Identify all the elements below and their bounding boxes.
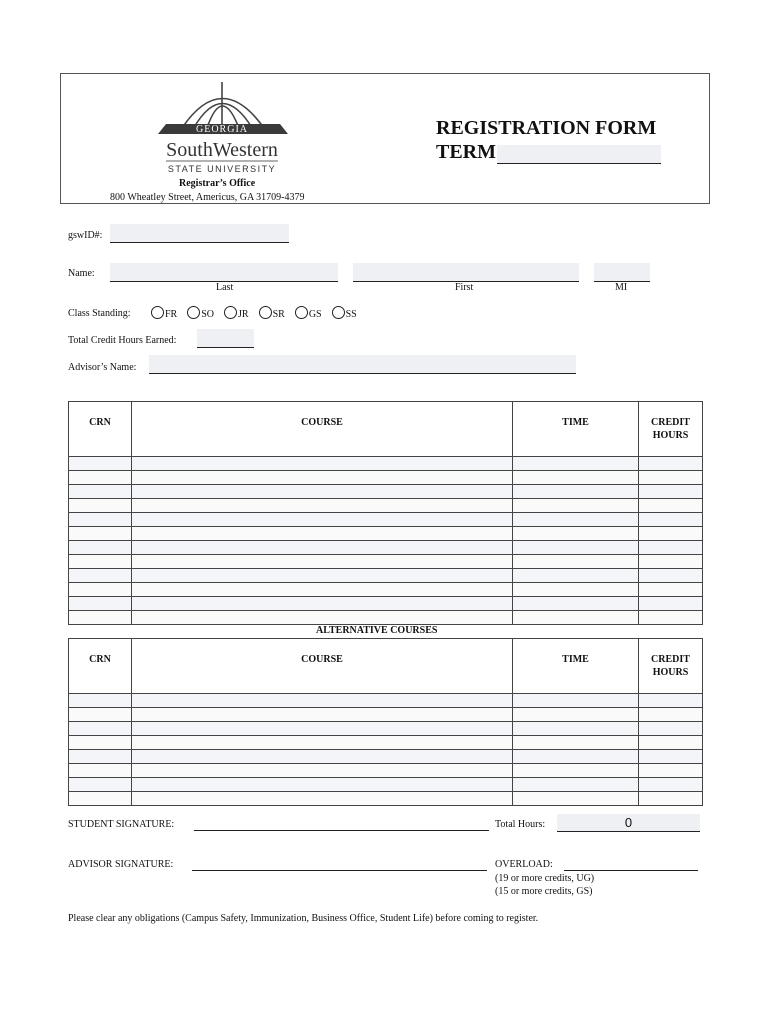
- course-crn-cell[interactable]: [69, 485, 132, 499]
- course-credit-hours-cell[interactable]: [639, 541, 703, 555]
- course-credit-hours-cell[interactable]: [639, 499, 703, 513]
- course-crn-cell[interactable]: [69, 597, 132, 611]
- credit-hours-earned-label: Total Credit Hours Earned:: [68, 335, 177, 346]
- course-course-cell[interactable]: [132, 471, 513, 485]
- alt-course-course-cell[interactable]: [132, 736, 513, 750]
- radio-gs[interactable]: [295, 306, 308, 319]
- alt-course-crn-cell[interactable]: [69, 708, 132, 722]
- course-course-cell[interactable]: [132, 555, 513, 569]
- course-credit-hours-cell[interactable]: [639, 513, 703, 527]
- advisor-signature-field[interactable]: [192, 857, 487, 871]
- course-header: COURSE: [132, 402, 513, 457]
- radio-so[interactable]: [187, 306, 200, 319]
- course-row: [69, 513, 703, 527]
- alt-course-credit-hours-cell[interactable]: [639, 722, 703, 736]
- alt-course-course-cell[interactable]: [132, 778, 513, 792]
- radio-jr[interactable]: [224, 306, 237, 319]
- standing-fr[interactable]: FR: [151, 309, 177, 320]
- course-time-cell[interactable]: [513, 569, 639, 583]
- alt-course-crn-cell[interactable]: [69, 750, 132, 764]
- radio-ss[interactable]: [332, 306, 345, 319]
- alt-course-time-cell[interactable]: [513, 694, 639, 708]
- overload-ug-note: (19 or more credits, UG): [495, 873, 595, 884]
- alt-credit-hours-header: CREDIT HOURS: [639, 639, 703, 694]
- gswid-field[interactable]: [110, 224, 289, 243]
- alt-course-crn-cell[interactable]: [69, 778, 132, 792]
- standing-so[interactable]: SO: [187, 309, 214, 320]
- crn-header: CRN: [69, 402, 132, 457]
- courses-header-row: [69, 402, 703, 457]
- alt-course-crn-cell[interactable]: [69, 722, 132, 736]
- name-label: Name:: [68, 268, 95, 279]
- courses-table: [68, 401, 703, 625]
- radio-sr[interactable]: [259, 306, 272, 319]
- course-time-cell[interactable]: [513, 583, 639, 597]
- alt-course-row: [69, 792, 703, 806]
- standing-sr[interactable]: SR: [259, 309, 285, 320]
- alt-course-credit-hours-cell[interactable]: [639, 708, 703, 722]
- course-crn-cell[interactable]: [69, 457, 132, 471]
- standing-jr[interactable]: JR: [224, 309, 249, 320]
- course-row: [69, 471, 703, 485]
- course-crn-cell[interactable]: [69, 583, 132, 597]
- course-row: [69, 583, 703, 597]
- alt-course-credit-hours-cell[interactable]: [639, 792, 703, 806]
- course-course-cell[interactable]: [132, 611, 513, 625]
- course-course-cell[interactable]: [132, 457, 513, 471]
- total-hours-field[interactable]: 0: [557, 814, 700, 832]
- standing-ss[interactable]: SS: [332, 309, 357, 320]
- logo-line-2: SouthWestern: [166, 139, 278, 161]
- alt-course-time-cell[interactable]: [513, 778, 639, 792]
- alt-course-row: [69, 736, 703, 750]
- class-standing-label: Class Standing:: [68, 308, 131, 319]
- course-crn-cell[interactable]: [69, 541, 132, 555]
- course-course-cell[interactable]: [132, 569, 513, 583]
- alt-course-credit-hours-cell[interactable]: [639, 694, 703, 708]
- alt-course-time-cell[interactable]: [513, 750, 639, 764]
- course-crn-cell[interactable]: [69, 555, 132, 569]
- logo-line-1: GEORGIA: [196, 124, 248, 135]
- alt-course-crn-cell[interactable]: [69, 792, 132, 806]
- course-credit-hours-cell[interactable]: [639, 611, 703, 625]
- middle-initial-field[interactable]: [594, 263, 650, 282]
- alt-course-course-cell[interactable]: [132, 694, 513, 708]
- alt-course-crn-cell[interactable]: [69, 736, 132, 750]
- course-row: [69, 541, 703, 555]
- alt-course-time-cell[interactable]: [513, 764, 639, 778]
- alt-course-course-cell[interactable]: [132, 792, 513, 806]
- student-signature-label: STUDENT SIGNATURE:: [68, 819, 175, 830]
- course-credit-hours-cell[interactable]: [639, 555, 703, 569]
- alt-course-row: [69, 722, 703, 736]
- advisor-signature-label: ADVISOR SIGNATURE:: [68, 859, 174, 870]
- course-crn-cell[interactable]: [69, 499, 132, 513]
- course-crn-cell[interactable]: [69, 471, 132, 485]
- course-crn-cell[interactable]: [69, 611, 132, 625]
- course-time-cell[interactable]: [513, 471, 639, 485]
- term-field[interactable]: [497, 145, 661, 164]
- credit-hours-earned-field[interactable]: [197, 329, 254, 348]
- course-credit-hours-cell[interactable]: [639, 471, 703, 485]
- alternative-courses-table: [68, 638, 703, 806]
- course-time-cell[interactable]: [513, 611, 639, 625]
- alt-course-row: [69, 764, 703, 778]
- course-crn-cell[interactable]: [69, 569, 132, 583]
- gswid-label: gswID#:: [68, 230, 103, 241]
- course-credit-hours-cell[interactable]: [639, 457, 703, 471]
- alt-course-row: [69, 694, 703, 708]
- alt-course-credit-hours-cell[interactable]: [639, 736, 703, 750]
- alt-course-course-cell[interactable]: [132, 722, 513, 736]
- class-standing-options: [151, 306, 367, 320]
- mi-caption: MI: [615, 282, 628, 293]
- alt-course-time-cell[interactable]: [513, 792, 639, 806]
- alt-time-header: TIME: [513, 639, 639, 694]
- first-name-field[interactable]: [353, 263, 579, 282]
- course-time-cell[interactable]: [513, 555, 639, 569]
- total-hours-label: Total Hours:: [495, 819, 546, 830]
- alt-course-row: [69, 778, 703, 792]
- registrar-office: Registrar’s Office: [179, 178, 256, 189]
- university-logo: [150, 76, 295, 176]
- course-course-cell[interactable]: [132, 485, 513, 499]
- last-caption: Last: [216, 282, 234, 293]
- alt-course-row: [69, 750, 703, 764]
- alt-header-row: [69, 639, 703, 694]
- course-crn-cell[interactable]: [69, 513, 132, 527]
- course-row: [69, 569, 703, 583]
- course-row: [69, 555, 703, 569]
- course-course-cell[interactable]: [132, 583, 513, 597]
- course-row: [69, 611, 703, 625]
- course-crn-cell[interactable]: [69, 527, 132, 541]
- credit-hours-header: CREDIT HOURS: [639, 402, 703, 457]
- alt-course-credit-hours-cell[interactable]: [639, 750, 703, 764]
- last-name-field[interactable]: [110, 263, 338, 282]
- alt-course-credit-hours-cell[interactable]: [639, 778, 703, 792]
- time-header: TIME: [513, 402, 639, 457]
- registrar-address: 800 Wheatley Street, Americus, GA 31709-4379: [110, 192, 305, 203]
- alt-course-course-cell[interactable]: [132, 708, 513, 722]
- course-course-cell[interactable]: [132, 541, 513, 555]
- course-credit-hours-cell[interactable]: [639, 583, 703, 597]
- logo-line-3: STATE UNIVERSITY: [167, 164, 277, 174]
- course-credit-hours-cell[interactable]: [639, 485, 703, 499]
- course-time-cell[interactable]: [513, 485, 639, 499]
- student-signature-field[interactable]: [194, 817, 489, 831]
- alt-course-header: COURSE: [132, 639, 513, 694]
- alt-course-time-cell[interactable]: [513, 736, 639, 750]
- overload-label: OVERLOAD:: [495, 859, 553, 870]
- course-credit-hours-cell[interactable]: [639, 527, 703, 541]
- course-time-cell[interactable]: [513, 499, 639, 513]
- alt-course-time-cell[interactable]: [513, 708, 639, 722]
- standing-gs[interactable]: GS: [295, 309, 322, 320]
- alt-course-crn-cell[interactable]: [69, 694, 132, 708]
- course-course-cell[interactable]: [132, 499, 513, 513]
- course-time-cell[interactable]: [513, 513, 639, 527]
- overload-field[interactable]: [564, 857, 698, 871]
- course-course-cell[interactable]: [132, 597, 513, 611]
- course-course-cell[interactable]: [132, 513, 513, 527]
- alt-course-course-cell[interactable]: [132, 764, 513, 778]
- course-credit-hours-cell[interactable]: [639, 597, 703, 611]
- form-title: REGISTRATION FORM: [436, 117, 657, 139]
- course-credit-hours-cell[interactable]: [639, 569, 703, 583]
- course-time-cell[interactable]: [513, 457, 639, 471]
- course-time-cell[interactable]: [513, 541, 639, 555]
- overload-gs-note: (15 or more credits, GS): [495, 886, 593, 897]
- course-row: [69, 485, 703, 499]
- advisor-name-field[interactable]: [149, 355, 576, 374]
- alternative-courses-title: ALTERNATIVE COURSES: [316, 625, 438, 636]
- course-row: [69, 527, 703, 541]
- alt-course-course-cell[interactable]: [132, 750, 513, 764]
- term-label: TERM: [436, 141, 496, 163]
- obligations-note: Please clear any obligations (Campus Safety, Immunization, Business Office, Student Life) before coming to register.: [68, 913, 539, 924]
- alt-course-time-cell[interactable]: [513, 722, 639, 736]
- alt-course-row: [69, 708, 703, 722]
- alt-course-crn-cell[interactable]: [69, 764, 132, 778]
- course-course-cell[interactable]: [132, 527, 513, 541]
- course-time-cell[interactable]: [513, 597, 639, 611]
- course-time-cell[interactable]: [513, 527, 639, 541]
- course-row: [69, 499, 703, 513]
- course-row: [69, 597, 703, 611]
- alt-crn-header: CRN: [69, 639, 132, 694]
- course-row: [69, 457, 703, 471]
- alt-course-credit-hours-cell[interactable]: [639, 764, 703, 778]
- advisor-name-label: Advisor’s Name:: [68, 362, 137, 373]
- first-caption: First: [455, 282, 474, 293]
- radio-fr[interactable]: [151, 306, 164, 319]
